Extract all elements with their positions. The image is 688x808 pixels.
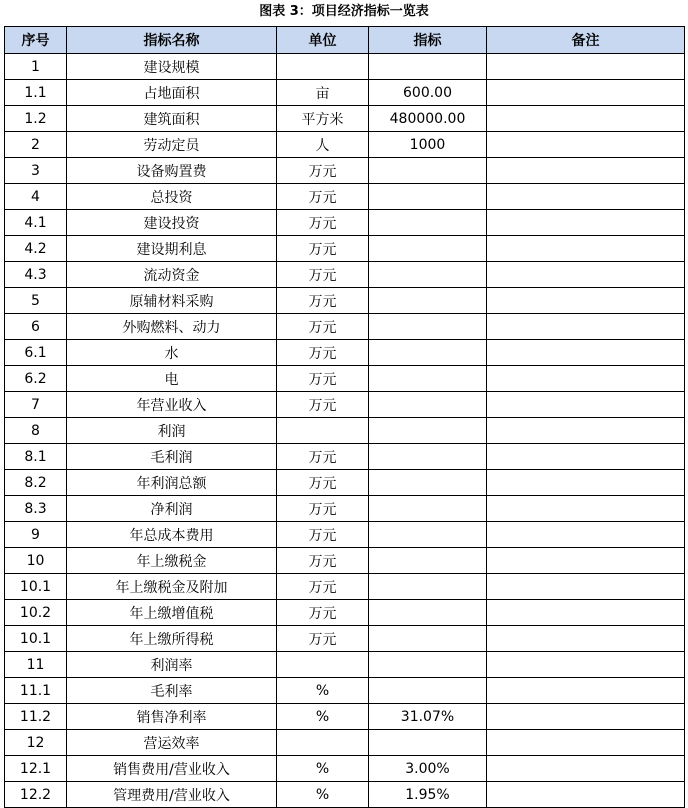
cell-name: 占地面积 xyxy=(67,80,277,106)
cell-remark xyxy=(487,132,685,158)
cell-name: 销售费用/营业收入 xyxy=(67,756,277,782)
cell-no: 1.1 xyxy=(5,80,67,106)
cell-name: 营运效率 xyxy=(67,730,277,756)
table-caption: 图表 3：项目经济指标一览表 xyxy=(259,4,429,19)
cell-value xyxy=(369,184,487,210)
cell-value: 600.00 xyxy=(369,80,487,106)
cell-value xyxy=(369,366,487,392)
cell-no: 8 xyxy=(5,418,67,444)
cell-unit: 平方米 xyxy=(277,106,369,132)
cell-unit: 万元 xyxy=(277,158,369,184)
table-row xyxy=(5,54,685,80)
cell-no: 7 xyxy=(5,392,67,418)
cell-no: 4.2 xyxy=(5,236,67,262)
cell-name: 管理费用/营业收入 xyxy=(67,782,277,808)
cell-no: 4.3 xyxy=(5,262,67,288)
cell-no: 10.2 xyxy=(5,600,67,626)
cell-unit: % xyxy=(277,756,369,782)
cell-value xyxy=(369,236,487,262)
cell-unit: 亩 xyxy=(277,80,369,106)
cell-no: 8.3 xyxy=(5,496,67,522)
cell-unit: 万元 xyxy=(277,184,369,210)
table-row xyxy=(5,262,685,288)
cell-unit: 人 xyxy=(277,132,369,158)
table-row xyxy=(5,600,685,626)
cell-unit xyxy=(277,730,369,756)
cell-remark xyxy=(487,730,685,756)
cell-remark xyxy=(487,496,685,522)
cell-unit: % xyxy=(277,782,369,808)
cell-unit xyxy=(277,54,369,80)
cell-no: 11.1 xyxy=(5,678,67,704)
cell-value: 1000 xyxy=(369,132,487,158)
cell-value xyxy=(369,444,487,470)
cell-unit: 万元 xyxy=(277,366,369,392)
cell-remark xyxy=(487,80,685,106)
table-row xyxy=(5,80,685,106)
cell-no: 4.1 xyxy=(5,210,67,236)
cell-name: 净利润 xyxy=(67,496,277,522)
cell-name: 毛利润 xyxy=(67,444,277,470)
cell-value xyxy=(369,158,487,184)
cell-unit: 万元 xyxy=(277,314,369,340)
table-row xyxy=(5,678,685,704)
cell-no: 1.2 xyxy=(5,106,67,132)
table-row xyxy=(5,756,685,782)
table-row xyxy=(5,236,685,262)
cell-remark xyxy=(487,652,685,678)
cell-name: 水 xyxy=(67,340,277,366)
cell-no: 12.2 xyxy=(5,782,67,808)
cell-remark xyxy=(487,756,685,782)
table-row xyxy=(5,392,685,418)
cell-no: 3 xyxy=(5,158,67,184)
cell-value xyxy=(369,626,487,652)
cell-unit: 万元 xyxy=(277,340,369,366)
cell-value xyxy=(369,314,487,340)
cell-unit: % xyxy=(277,678,369,704)
cell-value xyxy=(369,730,487,756)
table-row xyxy=(5,704,685,730)
cell-no: 11.2 xyxy=(5,704,67,730)
cell-unit: 万元 xyxy=(277,288,369,314)
table-row xyxy=(5,496,685,522)
cell-name: 年总成本费用 xyxy=(67,522,277,548)
cell-remark xyxy=(487,600,685,626)
cell-name: 建设规模 xyxy=(67,54,277,80)
cell-no: 9 xyxy=(5,522,67,548)
cell-unit: 万元 xyxy=(277,236,369,262)
cell-remark xyxy=(487,314,685,340)
cell-name: 建筑面积 xyxy=(67,106,277,132)
cell-no: 2 xyxy=(5,132,67,158)
table-row xyxy=(5,340,685,366)
cell-value xyxy=(369,600,487,626)
cell-name: 毛利率 xyxy=(67,678,277,704)
cell-value xyxy=(369,392,487,418)
cell-name: 原辅材料采购 xyxy=(67,288,277,314)
cell-value xyxy=(369,210,487,236)
cell-no: 12.1 xyxy=(5,756,67,782)
table-row xyxy=(5,366,685,392)
table-row xyxy=(5,522,685,548)
cell-value xyxy=(369,470,487,496)
cell-unit: 万元 xyxy=(277,210,369,236)
cell-remark xyxy=(487,470,685,496)
cell-unit: 万元 xyxy=(277,574,369,600)
table-row xyxy=(5,210,685,236)
cell-remark xyxy=(487,704,685,730)
cell-unit: 万元 xyxy=(277,626,369,652)
cell-name: 建设投资 xyxy=(67,210,277,236)
cell-name: 总投资 xyxy=(67,184,277,210)
cell-no: 1 xyxy=(5,54,67,80)
cell-name: 年上缴税金及附加 xyxy=(67,574,277,600)
header-value: 指标 xyxy=(369,27,487,54)
table-row xyxy=(5,132,685,158)
cell-name: 劳动定员 xyxy=(67,132,277,158)
cell-remark xyxy=(487,392,685,418)
cell-unit xyxy=(277,418,369,444)
cell-remark xyxy=(487,262,685,288)
table-row xyxy=(5,314,685,340)
cell-value xyxy=(369,574,487,600)
table-row xyxy=(5,418,685,444)
cell-no: 8.2 xyxy=(5,470,67,496)
cell-name: 年上缴所得税 xyxy=(67,626,277,652)
cell-no: 5 xyxy=(5,288,67,314)
header-remark: 备注 xyxy=(487,27,685,54)
cell-value xyxy=(369,652,487,678)
cell-unit: % xyxy=(277,704,369,730)
cell-no: 11 xyxy=(5,652,67,678)
cell-remark xyxy=(487,236,685,262)
cell-no: 10 xyxy=(5,548,67,574)
cell-value xyxy=(369,340,487,366)
cell-name: 年上缴税金 xyxy=(67,548,277,574)
table-row xyxy=(5,626,685,652)
cell-name: 销售净利率 xyxy=(67,704,277,730)
table-header-row xyxy=(5,27,685,54)
cell-unit: 万元 xyxy=(277,600,369,626)
cell-name: 设备购置费 xyxy=(67,158,277,184)
cell-remark xyxy=(487,106,685,132)
cell-unit: 万元 xyxy=(277,444,369,470)
cell-value: 3.00% xyxy=(369,756,487,782)
cell-unit xyxy=(277,652,369,678)
cell-no: 10.1 xyxy=(5,574,67,600)
cell-value: 480000.00 xyxy=(369,106,487,132)
economic-indicators-table xyxy=(4,26,685,808)
table-row xyxy=(5,288,685,314)
table-row xyxy=(5,574,685,600)
cell-no: 6.1 xyxy=(5,340,67,366)
cell-name: 外购燃料、动力 xyxy=(67,314,277,340)
cell-value: 1.95% xyxy=(369,782,487,808)
cell-unit: 万元 xyxy=(277,262,369,288)
cell-remark xyxy=(487,626,685,652)
cell-remark xyxy=(487,418,685,444)
cell-remark xyxy=(487,184,685,210)
header-name: 指标名称 xyxy=(67,27,277,54)
cell-value xyxy=(369,54,487,80)
cell-unit: 万元 xyxy=(277,392,369,418)
cell-remark xyxy=(487,54,685,80)
cell-remark xyxy=(487,574,685,600)
cell-unit: 万元 xyxy=(277,522,369,548)
cell-remark xyxy=(487,548,685,574)
cell-no: 6.2 xyxy=(5,366,67,392)
cell-value: 31.07% xyxy=(369,704,487,730)
table-row xyxy=(5,184,685,210)
header-unit: 单位 xyxy=(277,27,369,54)
cell-name: 年利润总额 xyxy=(67,470,277,496)
cell-value xyxy=(369,678,487,704)
cell-name: 年营业收入 xyxy=(67,392,277,418)
cell-remark xyxy=(487,340,685,366)
cell-remark xyxy=(487,444,685,470)
cell-remark xyxy=(487,678,685,704)
cell-name: 利润率 xyxy=(67,652,277,678)
table-row xyxy=(5,730,685,756)
table-row xyxy=(5,444,685,470)
cell-no: 6 xyxy=(5,314,67,340)
cell-value xyxy=(369,496,487,522)
table-row xyxy=(5,470,685,496)
cell-no: 12 xyxy=(5,730,67,756)
cell-name: 利润 xyxy=(67,418,277,444)
cell-remark xyxy=(487,288,685,314)
table-row xyxy=(5,106,685,132)
table-row xyxy=(5,158,685,184)
cell-unit: 万元 xyxy=(277,548,369,574)
cell-no: 10.1 xyxy=(5,626,67,652)
cell-remark xyxy=(487,210,685,236)
cell-no: 4 xyxy=(5,184,67,210)
cell-value xyxy=(369,288,487,314)
cell-value xyxy=(369,548,487,574)
table-body xyxy=(5,54,685,808)
cell-unit: 万元 xyxy=(277,496,369,522)
cell-name: 年上缴增值税 xyxy=(67,600,277,626)
cell-remark xyxy=(487,366,685,392)
cell-name: 流动资金 xyxy=(67,262,277,288)
header-no: 序号 xyxy=(5,27,67,54)
cell-name: 电 xyxy=(67,366,277,392)
cell-value xyxy=(369,262,487,288)
cell-remark xyxy=(487,158,685,184)
cell-name: 建设期利息 xyxy=(67,236,277,262)
cell-no: 8.1 xyxy=(5,444,67,470)
cell-value xyxy=(369,522,487,548)
table-row xyxy=(5,548,685,574)
cell-unit: 万元 xyxy=(277,470,369,496)
table-row xyxy=(5,652,685,678)
cell-remark xyxy=(487,522,685,548)
cell-value xyxy=(369,418,487,444)
